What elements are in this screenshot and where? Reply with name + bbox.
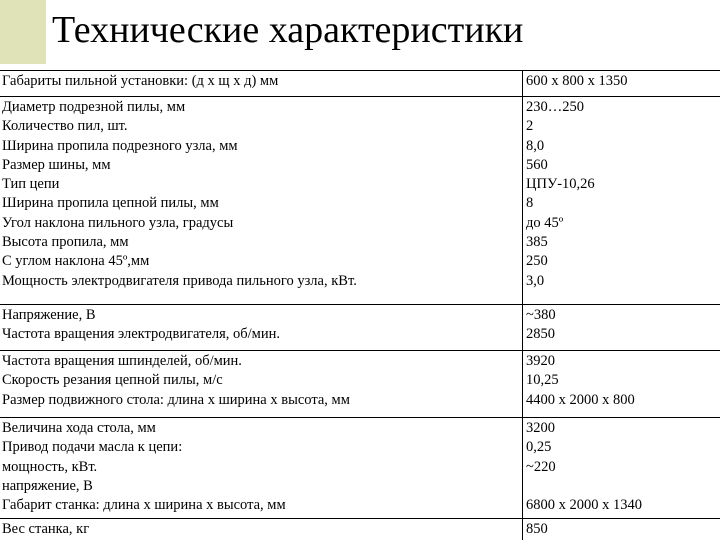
parameter-label: Частота вращения электродвигателя, об/мин. bbox=[2, 326, 280, 343]
parameter-value: 2 bbox=[526, 118, 534, 135]
parameter-value: 850 bbox=[526, 521, 548, 537]
parameter-label: Напряжение, В bbox=[2, 307, 96, 323]
value-cell bbox=[526, 520, 718, 539]
parameter-value: 10,25 bbox=[526, 372, 559, 389]
value-cell bbox=[526, 72, 718, 91]
parameter-cell bbox=[2, 419, 517, 515]
parameter-label: Привод подачи масла к цепи: bbox=[2, 439, 183, 456]
parameter-label: Габариты пильной установки: (д х щ х д) мм bbox=[2, 73, 279, 89]
parameter-value: 560 bbox=[526, 156, 548, 173]
parameter-label: Угол наклона пильного узла, градусы bbox=[2, 214, 234, 231]
parameter-label: Мощность электродвигателя привода пильного узла, кВт. bbox=[2, 272, 357, 289]
parameter-value: 2850 bbox=[526, 326, 555, 343]
parameter-label: Габарит станка: длина х ширина х высота, мм bbox=[2, 497, 286, 514]
parameter-label: Частота вращения шпинделей, об/мин. bbox=[2, 353, 242, 369]
parameter-label: Ширина пропила цепной пилы, мм bbox=[2, 195, 219, 212]
title-accent-bar bbox=[0, 0, 46, 64]
parameter-label: Ширина пропила подрезного узла, мм bbox=[2, 137, 238, 154]
row-border bbox=[0, 96, 720, 97]
parameter-value: ~220 bbox=[526, 458, 556, 475]
parameter-label: С углом наклона 45º,мм bbox=[2, 253, 150, 270]
parameter-label: Диаметр подрезной пилы, мм bbox=[2, 99, 186, 115]
parameter-cell bbox=[2, 352, 517, 410]
parameter-label: Размер шины, мм bbox=[2, 156, 111, 173]
parameter-label: Вес станка, кг bbox=[2, 521, 90, 537]
parameter-value: 3920 bbox=[526, 353, 555, 369]
parameter-value: до 45º bbox=[526, 214, 564, 231]
parameter-value: 3,0 bbox=[526, 272, 545, 289]
row-border bbox=[0, 350, 720, 351]
slide-title: Технические характеристики bbox=[52, 9, 524, 51]
parameter-cell bbox=[2, 306, 517, 345]
parameter-value: 6800 х 2000 х 1340 bbox=[526, 497, 642, 514]
parameter-value: 8 bbox=[526, 195, 534, 212]
column-divider bbox=[522, 70, 523, 540]
value-cell bbox=[526, 306, 718, 345]
parameter-value bbox=[526, 477, 718, 496]
row-border bbox=[0, 417, 720, 418]
row-border bbox=[0, 70, 720, 71]
parameter-cell bbox=[2, 520, 517, 539]
parameter-value: 230…250 bbox=[526, 99, 584, 115]
value-cell bbox=[526, 419, 718, 515]
parameter-cell bbox=[2, 72, 517, 91]
parameter-label: Высота пропила, мм bbox=[2, 234, 129, 251]
parameter-value: 3200 bbox=[526, 420, 555, 436]
parameter-label: Тип цепи bbox=[2, 176, 60, 193]
parameter-value: 0,25 bbox=[526, 439, 552, 456]
parameter-value: ~380 bbox=[526, 307, 556, 323]
parameter-label: Размер подвижного стола: длина х ширина х высота, мм bbox=[2, 391, 350, 408]
parameter-label: мощность, кВт. bbox=[2, 458, 98, 475]
row-border bbox=[0, 518, 720, 519]
value-cell bbox=[526, 352, 718, 410]
value-cell bbox=[526, 98, 718, 291]
parameter-label: Скорость резания цепной пилы, м/с bbox=[2, 372, 223, 389]
parameter-value: 4400 х 2000 х 800 bbox=[526, 391, 635, 408]
parameter-cell bbox=[2, 98, 517, 291]
parameter-value: 8,0 bbox=[526, 137, 545, 154]
parameter-label: напряжение, В bbox=[2, 477, 93, 494]
row-border bbox=[0, 304, 720, 305]
parameter-label: Количество пил, шт. bbox=[2, 118, 128, 135]
parameter-label: Величина хода стола, мм bbox=[2, 420, 156, 436]
parameter-value: 250 bbox=[526, 253, 548, 270]
parameter-value: 385 bbox=[526, 234, 548, 251]
parameter-value: ЦПУ-10,26 bbox=[526, 176, 595, 193]
parameter-value: 600 х 800 х 1350 bbox=[526, 73, 628, 89]
